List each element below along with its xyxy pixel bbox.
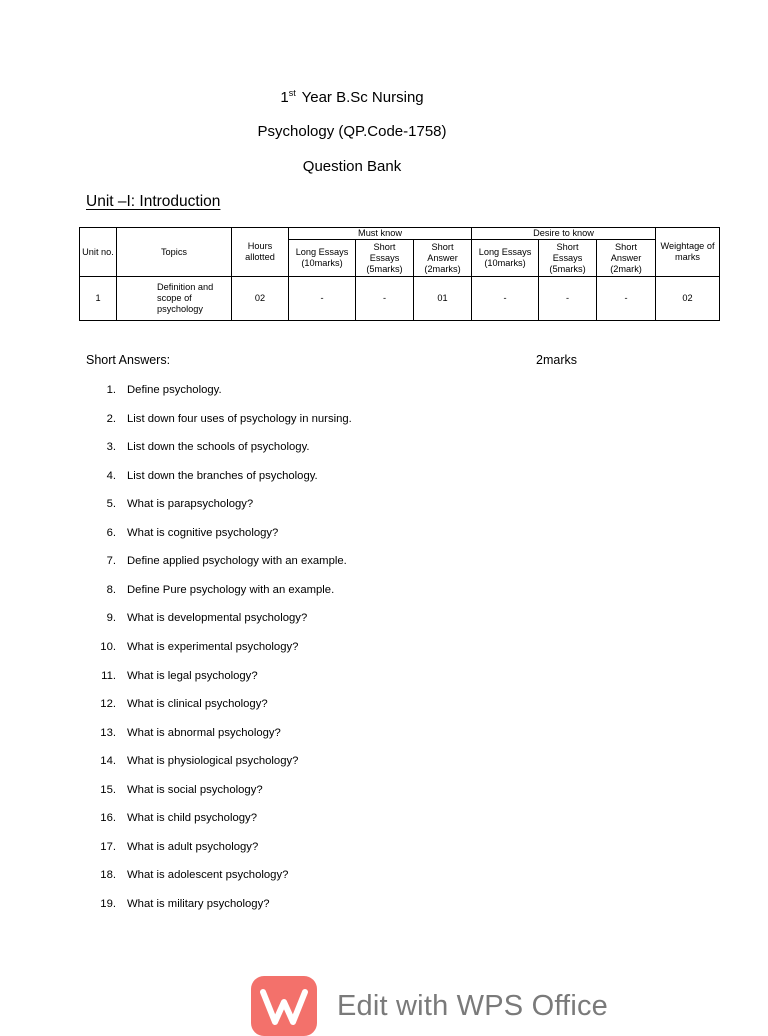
header-desire-to-know: Desire to know [472,228,656,240]
short-answers-heading: Short Answers: [86,353,171,367]
year-number: 1 [280,89,289,106]
subject-title: Psychology (QP.Code-1758) [257,123,447,140]
year-title [0,88,704,106]
document-type-title: Question Bank [302,158,402,175]
question-number: 4. [106,469,116,482]
question-text: What is abnormal psychology? [127,726,281,739]
question-number: 10. [100,641,116,653]
cell-unit: 1 [80,277,117,321]
header-unit-no: Unit no. [80,228,117,277]
header-short-answer-desire: Short Answer (2mark) [597,240,656,277]
cell-short-essay-desire: - [539,277,597,321]
question-number: 18. [100,869,116,882]
question-number: 7. [106,555,116,568]
header-topics: Topics [117,228,232,277]
question-text: What is cognitive psychology? [127,526,279,539]
question-text: Define applied psychology with an example. [127,555,347,568]
cell-weightage: 02 [656,277,720,321]
question-number: 13. [100,726,116,739]
question-text: What is clinical psychology? [127,698,268,710]
question-number: 3. [106,441,116,454]
wps-logo-icon [251,976,317,1036]
question-text: What is adult psychology? [127,840,259,853]
question-text: What is social psychology? [127,783,263,796]
header-short-essays-desire: Short Essays (5marks) [539,240,597,277]
year-course: Year B.Sc Nursing [297,89,424,106]
question-number: 5. [106,498,116,511]
question-text: What is military psychology? [127,897,270,910]
cell-long-desire: - [472,277,539,321]
cell-topic: Definition and scope of psychology [117,277,232,321]
question-number: 11. [101,669,116,682]
question-number: 9. [106,612,116,625]
question-text: What is developmental psychology? [127,612,308,625]
cell-short-answer-desire: - [597,277,656,321]
question-number: 15. [100,783,116,796]
question-text: What is legal psychology? [127,669,258,682]
header-must-know: Must know [289,228,472,240]
question-number: 17. [100,840,116,853]
unit-heading: Unit –I: Introduction [86,193,221,210]
question-number: 6. [106,526,116,539]
header-hours: Hours allotted [232,228,289,277]
question-text: List down the branches of psychology. [127,469,318,482]
question-text: Define Pure psychology with an example. [127,583,335,596]
wps-watermark-text: Edit with WPS Office [337,990,608,1022]
question-text: Define psychology. [127,384,222,396]
question-text: List down four uses of psychology in nursing. [127,412,352,425]
cell-long-must: - [289,277,356,321]
header-weightage: Weightage of marks [656,228,720,277]
question-text: What is child psychology? [127,812,257,825]
question-number: 2. [106,412,116,425]
header-short-answer-must: Short Answer (2marks) [414,240,472,277]
question-number: 1. [106,384,116,396]
header-long-essays-must: Long Essays (10marks) [289,240,356,277]
question-number: 19. [100,897,116,910]
cell-short-answer-must: 01 [414,277,472,321]
question-number: 14. [100,755,116,768]
question-text: What is experimental psychology? [127,641,299,653]
question-text: List down the schools of psychology. [127,441,310,454]
question-number: 8. [106,583,116,596]
cell-short-essay-must: - [356,277,414,321]
question-number: 12. [100,698,116,710]
question-text: What is adolescent psychology? [127,869,289,882]
marks-distribution-table [79,227,720,321]
header-long-essays-desire: Long Essays (10marks) [472,240,539,277]
header-short-essays-must: Short Essays (5marks) [356,240,414,277]
short-answers-marks: 2marks [536,353,577,367]
table-row [80,277,720,321]
year-superscript: st [288,88,296,98]
question-number: 16. [100,812,116,825]
question-text: What is physiological psychology? [127,755,299,768]
cell-hours: 02 [232,277,289,321]
question-text: What is parapsychology? [127,498,254,511]
